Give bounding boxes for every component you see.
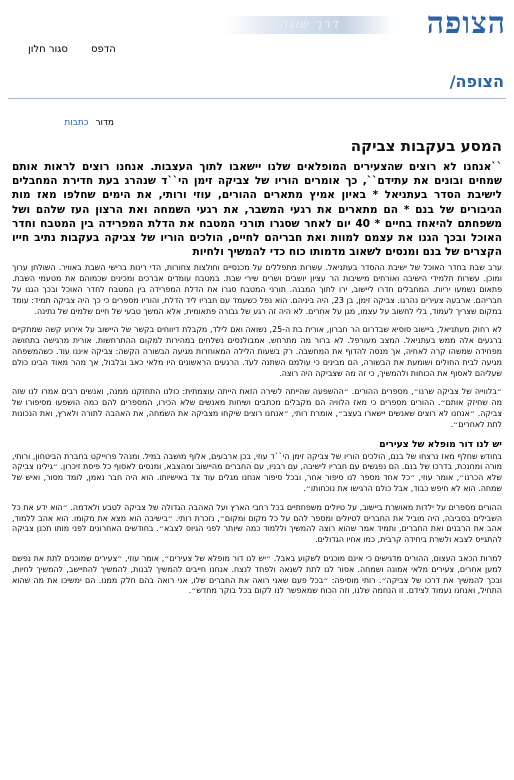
divider	[8, 98, 506, 99]
close-window-link[interactable]: סגור חלון	[28, 44, 68, 55]
article-paragraph: ההורים מספרים על ילדות מאושרת ביישוב, על טיולים משפחתיים בכל רחבי הארץ ועל האהבה הגדולה של צביקה לטבע ולאדמה. ״הוא ידע את כל השבילים בסביבה, היה מוביל את החברים לטיולים ומספר להם על כל מקום ומקום״, נזכרת רותי. ״בישיבה הוא מצא את מקומו. הוא אהב ללמוד, אהב את הרבנים ואת החברים, ותמיד אמר שהוא רוצה להמשיך וללמוד כמה שיותר לפני הגיוס לצבא״. בחודשים האחרונים לפני מותו תכנן צביקה להתגייס לצבא ולשרת ביחידה קרבית, כמו אחיו הגדולים.	[12, 502, 502, 545]
article-paragraph: ״בלווייה של צביקה שרנו״, מספרים ההורים. ״ההשפעה שהייתה לשירה הזאת הייתה עוצמתית: כולנו התחזקנו ממנה, ואנשים רבים אמרו לנו שזה מה שחיזק אותם״. ההורים מספרים כי מאז הלוויה הם מקבלים מכתבים ושיחות מאנשים שלא הכירו, המספרים להם כמה הושפעו מסיפורו של צביקה. ״אנחנו לא רוצים שאנשים יישארו בעצב״, אומרת רותי, ״אנחנו רוצים שיקחו מצביקה את השמחה, את האהבה לתורה ולארץ, ואת הנכונות לתת לאחרים״.	[12, 387, 502, 429]
logo-decoration	[224, 16, 394, 34]
article-headline: המסע בעקבות צביקה	[350, 137, 502, 155]
section-title[interactable]: הצופה/	[449, 72, 504, 91]
print-link[interactable]: הדפס	[91, 44, 116, 55]
article	[12, 136, 502, 605]
top-links	[8, 44, 116, 55]
article-paragraph: לא רחוק מעתניאל, ביישוב סוסיא שבדרום הר חברון, אורית בת ה-25, נשואה ואם לילד, מקבלת דיווחים בקשר של היישוב על אירוע קשה שמתקיים ברגעים אלה ממש בעתניאל. המצב מעורפל. לא ברור מה מתרחש. אמבולנסים נשלחים במהירות למקום ההתרחשות. אורית מרגישה בתחושה מפחידה שמשהו קרה לאחיה, אך מנסה להדוף את המחשבה. רק בשעות הלילה המאוחרות מגיעה הבשורה הקשה: צביקה איננו עוד. כשהמשפחה מגיעה לבית החולים ושומעת את הבשורה, הם מבינים כי עולמם השתנה לעד. הרגעים הראשונים היו מלאי כאב ובלבול, אך מהר מאוד הבינו כולם שעליהם לאסוף את הכוחות ולהמשיך, כי זה מה שצביקה היה רוצה.	[12, 325, 502, 378]
breadcrumb	[64, 118, 114, 128]
breadcrumb-link-articles[interactable]: כתבות	[64, 118, 89, 128]
article-lead: ``אנחנו לא רוצים שהצעירים המופלאים שלנו יישאבו לתוך העצבות. אנחנו רוצים לראות אותם שמחים ובונים את עתידם``, כך אומרים הוריו של צביקה זימן הי``ד שנהרג בעת חדירת המחבלים לישיבת הסדר בעתניאל * באיון אמיץ מתארים ההורים, עוזי ורותי, את הימים שחלפו מאז מות הגיבורים של בנם * הם מתארים את רגעי המשבר, את רגעי השמחה ואת הרצון העז שלהם ושל משפחתם להיאחז בחיים * 40 יום לאחר שסגרו תורני המטבח את הדלת המפרידה בין המטבח וחדר האוכל ובכך הגנו את עצמם למוות ואת חבריהם לחיים, הולכים הוריו של צביקה בעקבות נתיב חייו הקצרים של בנם ומנסים לשאוב מדמותו כוח כדי להמשיך ולחיות	[12, 161, 503, 259]
masthead	[8, 6, 506, 55]
article-paragraph: למרות הכאב העצום, ההורים מדגישים כי אינם מוכנים לשקוע באבל. ״יש לנו דור מופלא של צעירים״, אומר עוזי, ״צעירים שמוכנים לתת את נפשם למען אחרים, צעירים מלאי אמונה ושמחה. אסור לנו לתת לשנאה ולפחד לנצח. אנחנו חייבים להמשיך לבנות, להמשיך להתיישב, להמשיך לחיות, ובכך להמשיך את דרכו של צביקה״. רותי מוסיפה: ״בכל פעם שאני רואה את החברים שלו, אני רואה בהם חלק ממנו. הם ימשיכו את מה שהוא התחיל, ואנחנו נעמוד לצידם. זו הנחמה שלנו, וזה הכוח שמאפשר לנו לקום בכל בוקר מחדש״.	[12, 553, 502, 596]
breadcrumb-label: מדור	[95, 118, 114, 128]
logo-strip-text: דרך שונה	[279, 17, 339, 32]
article-paragraph: בחודש שחלף מאז נרצחו של בנם, הולכים הוריו של צביקה זימן הי``ד עוזי, בכן ארבעים, אלוף מושבה במיל. ומנהל פרוייקט בחברת הביטחון, ורותי, מורה ומחנכת, בדרכו של בנם. הם נפגשים עם חבריו לישיבה, עם רבניו, עם החברים מהיישוב ומהצבא, ומנסים לאסוף כל פיסת זיכרון. ״גילינו צביקה שלא הכרנו״, אומר עוזי, ״כל אחד מספר לנו סיפור אחר, ובכל סיפור אנחנו מגלים עוד צד באישיותו. הוא היה חבר נאמן, לומד מסור, ואיש של שמחה. הוא לא חיפש כבוד, אבל כולם הרגישו את נוכחותו״.	[12, 451, 502, 493]
article-paragraph: ערב שבת בחדר האוכל של ישיבת ההסדר בעתניאל. עשרות מתפללים על מכנסיים וחולצות צחורות, הדי רינות ברישי השבת באוויר. השולחן ערוך ומוכן. עשרות תלמידי הישיבה ואורחים מישיבות הר עציון יושבים ושרים שירי שבת. במטבח עומדים אברכים ומכינים שכמוהם את מטעמי השבת. פתאום נשמעו יריות. המחבלים חדרו ליישוב, ירו לתוך המבנה. תורני המטבח סגרו את הדלת המפרידה בין המטבח לחדר האוכל ובכך הגנו על חבריהם. ארבעה צעירים נהרגו. צביקה זימן, בן 23, היה ביניהם. הוא נפל כשעמד עם חבריו ליד הדלת, והוריו מספרים כי כך היה צביקה תמיד: עומד במקום שצריך לעמוד, בלי לחשוב על עצמו, מגן על אחרים. לא היה זה רגע של גבורה פתאומית, אלא המשך טבעי של חיים שלמים של נתינה.	[12, 263, 502, 316]
newspaper-logo[interactable]: הצופה	[426, 6, 506, 41]
article-subhead: יש לנו דור מופלא של צעירים	[379, 438, 502, 450]
